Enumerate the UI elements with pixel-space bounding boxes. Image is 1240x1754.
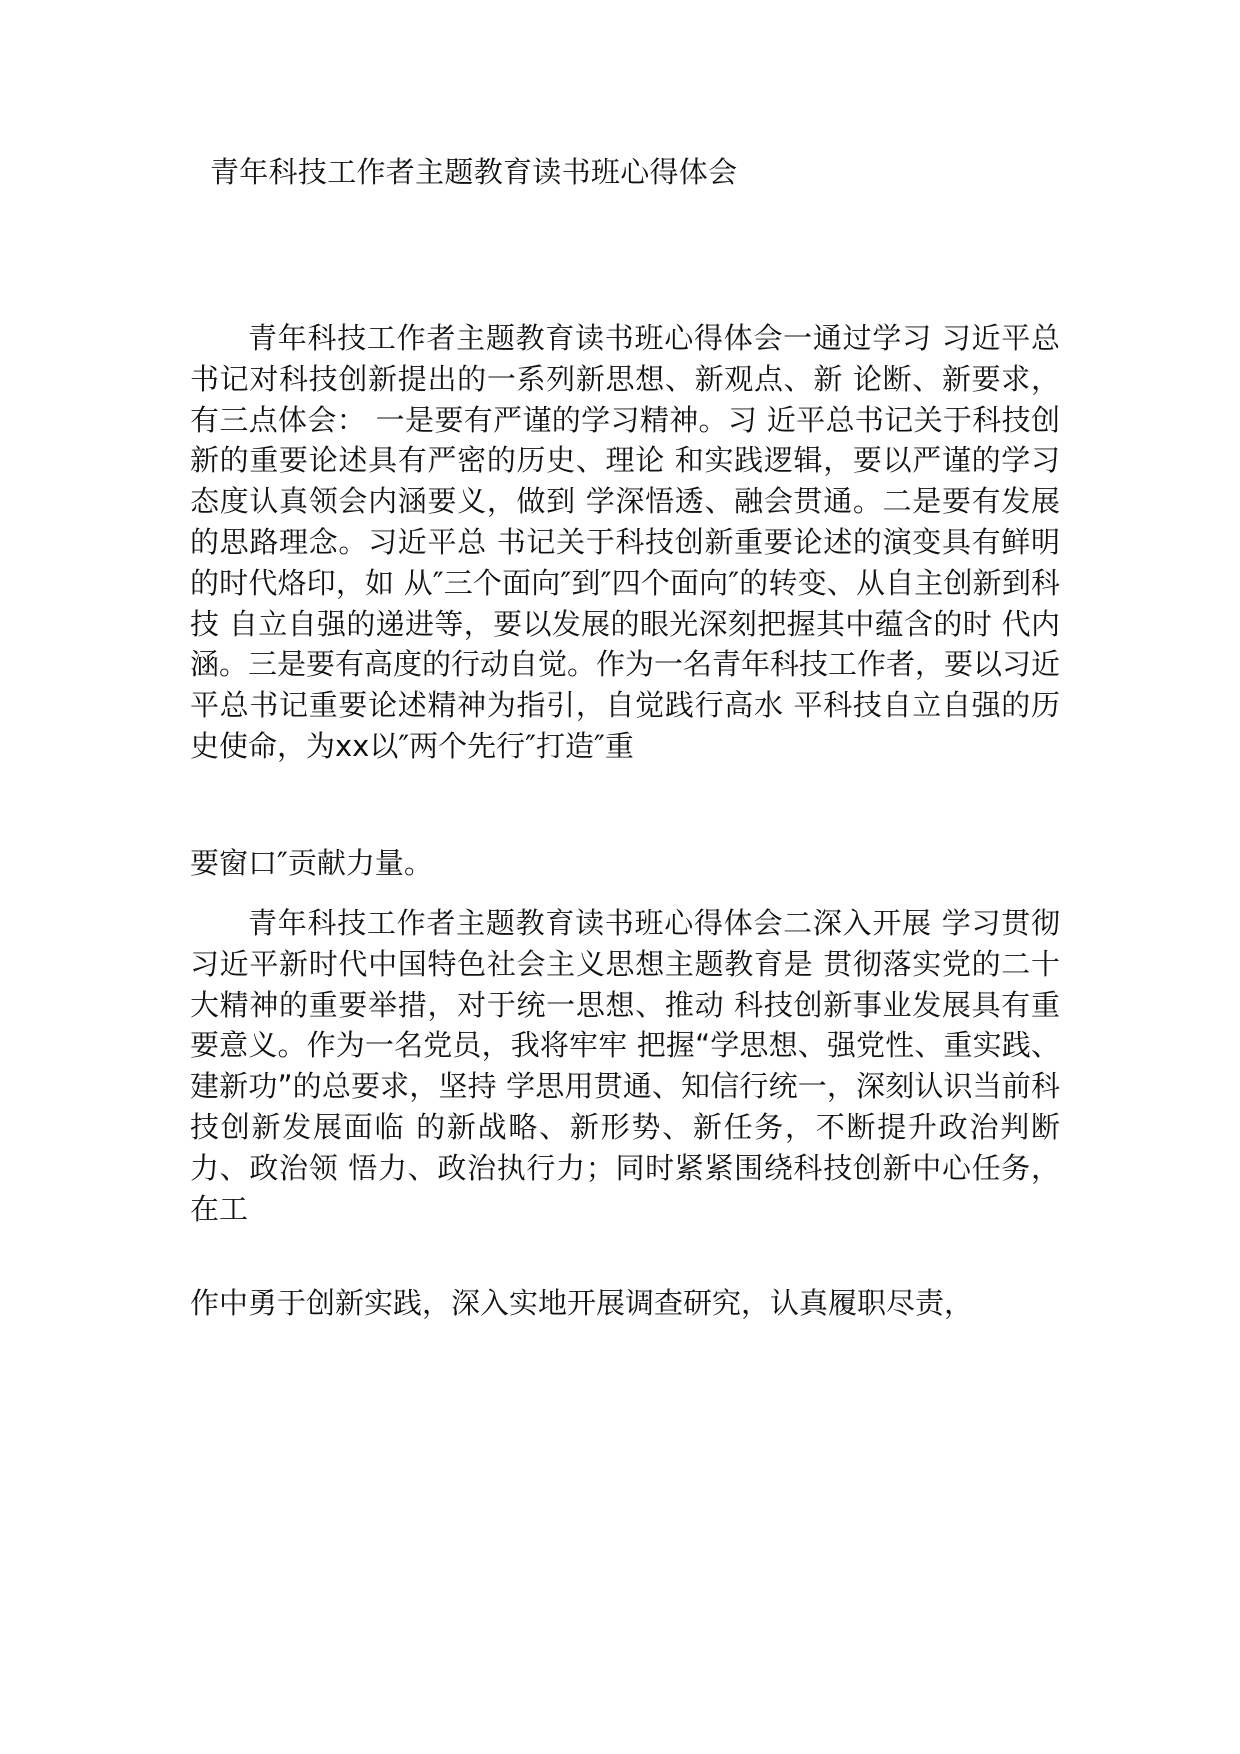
- document-title: 青年科技工作者主题教育读书班心得体会: [210, 155, 738, 189]
- paragraph-1: 青年科技工作者主题教育读书班心得体会一通过学习 习近平总书记对科技创新提出的一系列新思想、新观点、新 论断、新要求，有三点体会： 一是要有严谨的学习精神。习 近平总书记关于科技创新的重要论述具有严密的历史、理论 和实践逻辑，要以严谨的学习态度认真领会内涵要义，做到 学深悟透、融会贯通。二是要有发展的思路理念。习近平总 书记关于科技创新重要论述的演变具有鲜明的时代烙印，如 从″三个面向″到″四个面向″的转变、从自主创新到科技 自立自强的递进等，要以发展的眼光深刻把握其中蕴含的时 代内涵。三是要有高度的行动自觉。作为一名青年科技工作者，要以习近平总书记重要论述精神为指引，自觉践行高水 平科技自立自强的历史使命，为xx以″两个先行″打造″重: [190, 321, 1061, 763]
- paragraph-2-continuation: 作中勇于创新实践，深入实地开展调查研究，认真履职尽责，: [190, 1286, 974, 1320]
- paragraph-2: 青年科技工作者主题教育读书班心得体会二深入开展 学习贯彻习近平新时代中国特色社会主义思想主题教育是 贯彻落实党的二十大精神的重要举措，对于统一思想、推动 科技创新事业发展具有重要意义。作为一名党员，我将牢牢 把握“学思想、强党性、重实践、建新功”的总要求，坚持 学思用贯通、知信行统一，深刻认识当前科技创新发展面临 的新战略、新形势、新任务，不断提升政治判断力、政治领 悟力、政治执行力；同时紧紧围绕科技创新中心任务，在工: [190, 906, 1060, 1226]
- paragraph-1-continuation: 要窗口″贡献力量。: [190, 846, 433, 880]
